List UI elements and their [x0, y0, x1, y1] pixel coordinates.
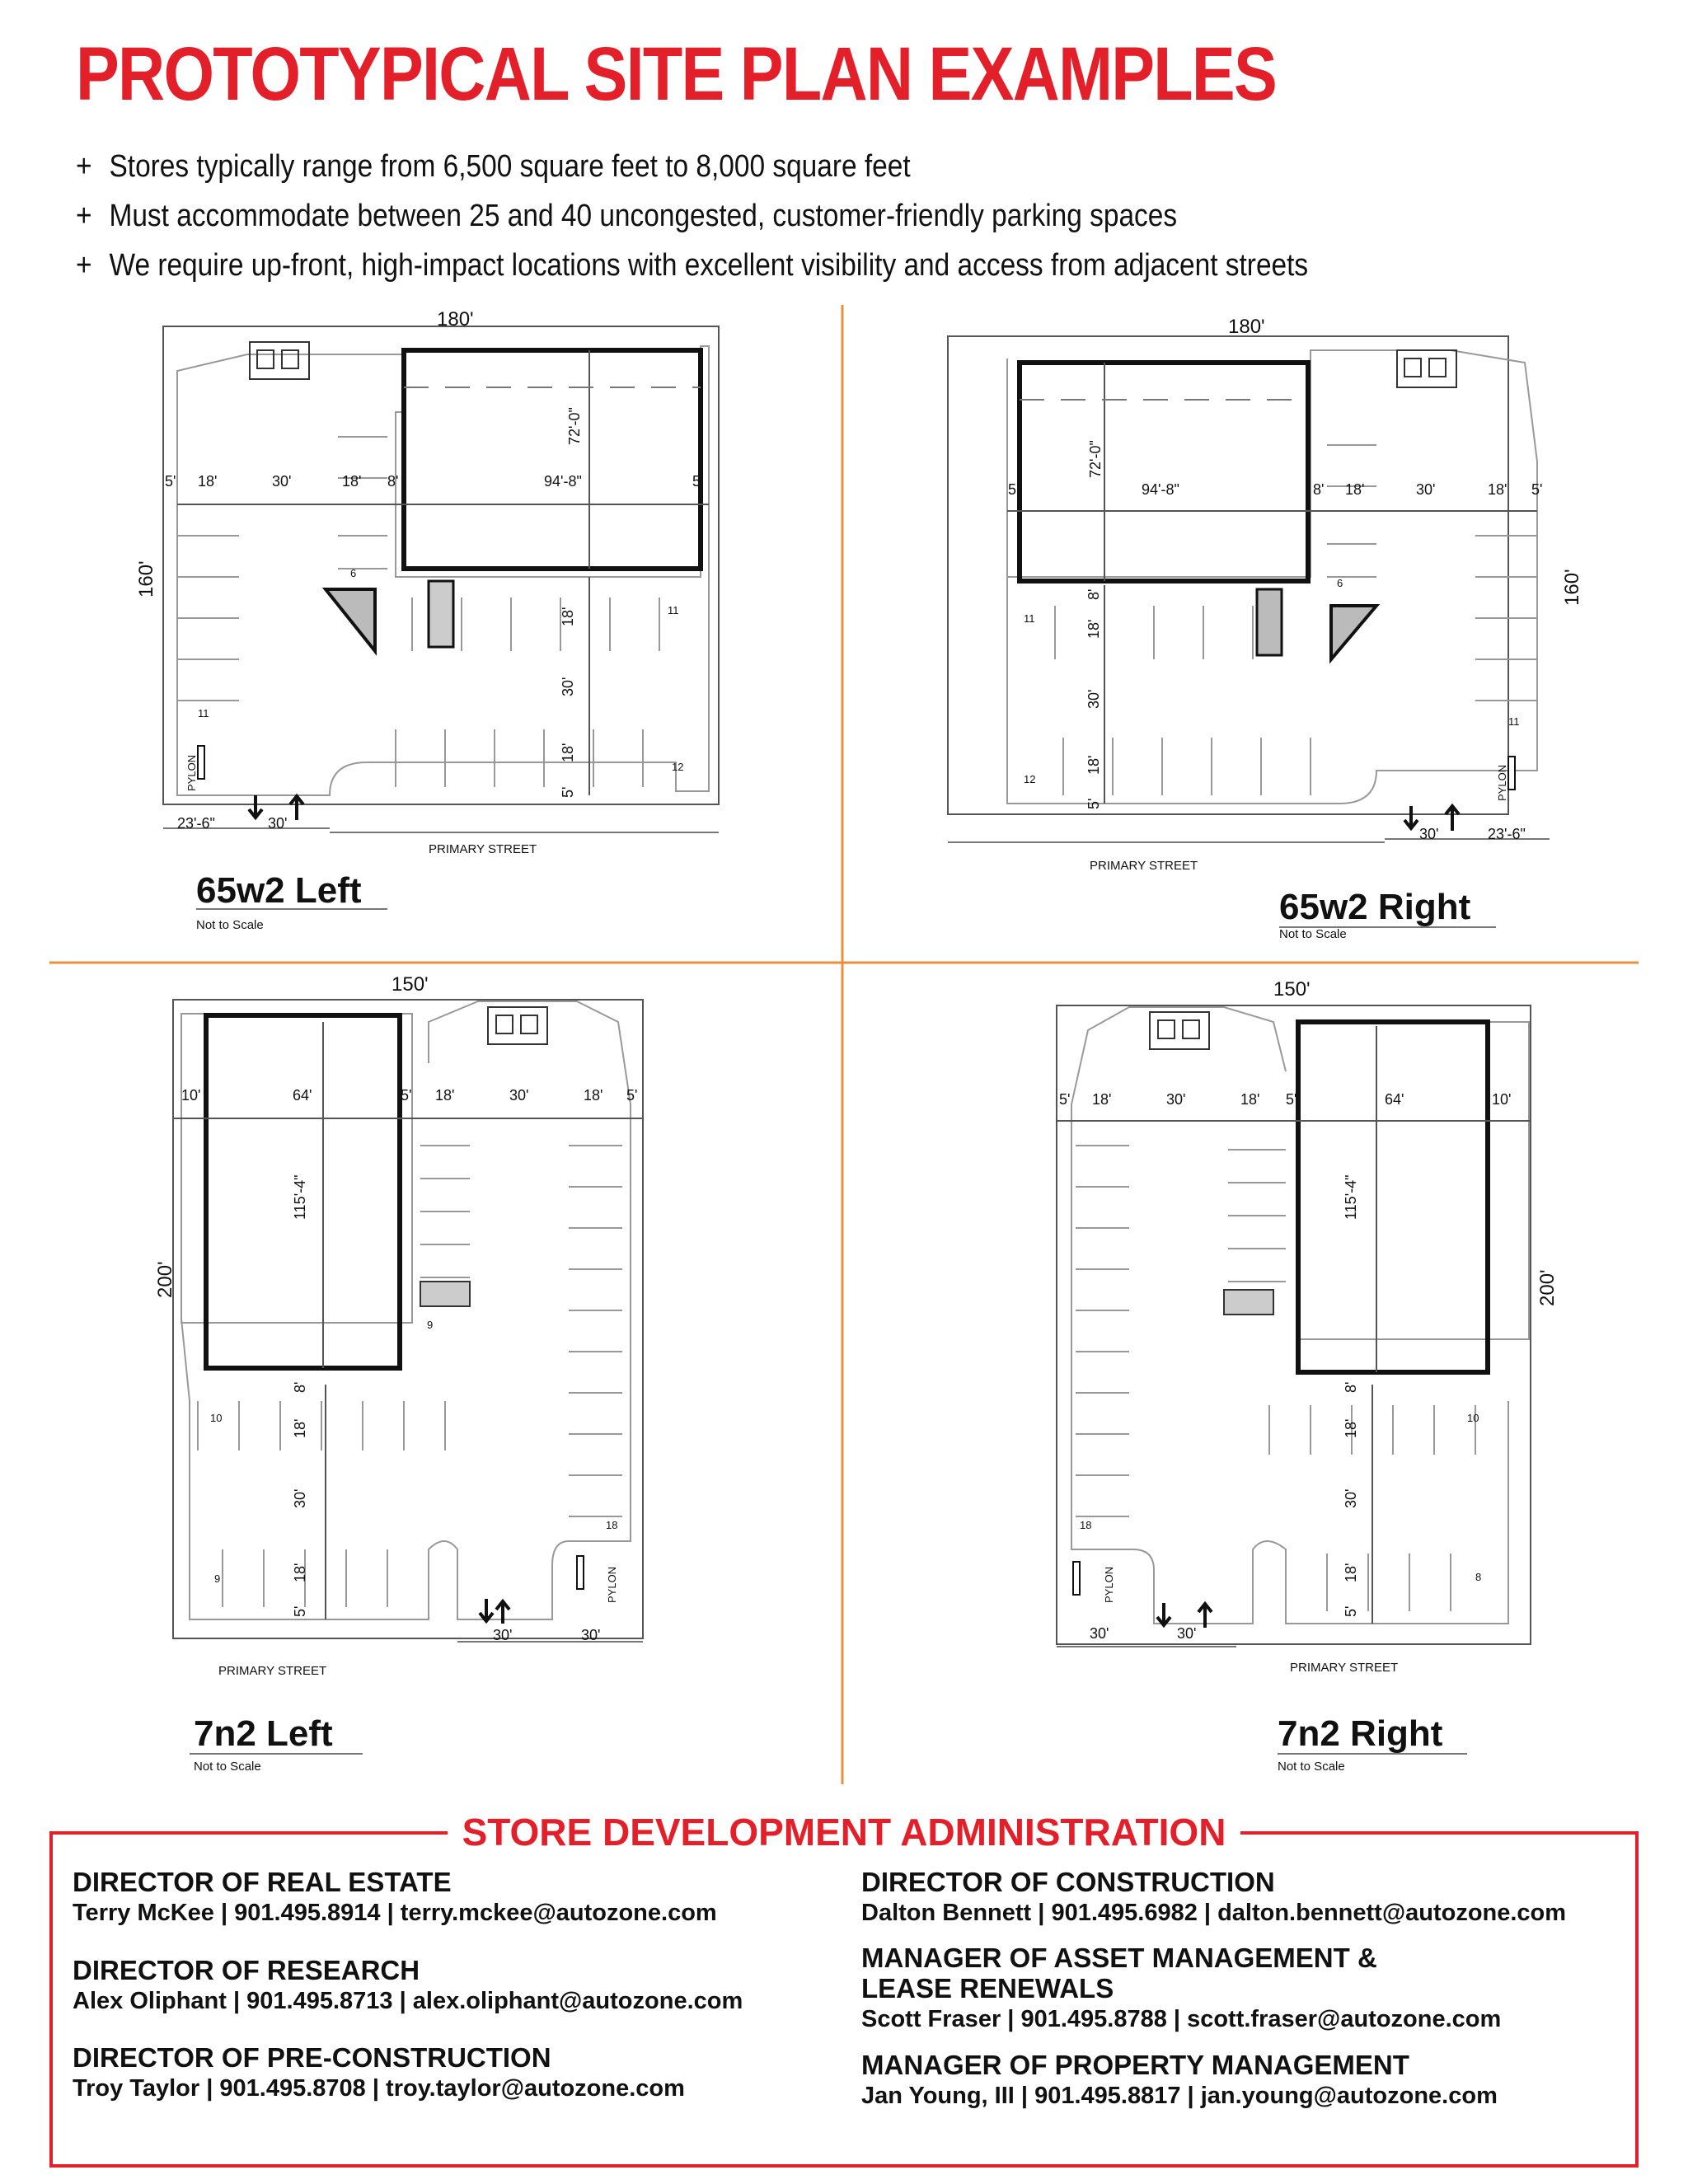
plan-name: 7n2 Right: [1278, 1713, 1443, 1754]
store-building: [1020, 363, 1308, 581]
svg-text:72'-0": 72'-0": [1087, 440, 1104, 478]
plan-depth-label: 160': [135, 560, 157, 598]
svg-text:8': 8': [387, 473, 399, 490]
svg-text:30': 30': [1090, 1625, 1109, 1642]
contact-role: DIRECTOR OF RESEARCH: [73, 1955, 420, 1985]
plan-width-label: 180': [437, 308, 474, 330]
svg-text:18: 18: [1080, 1519, 1092, 1531]
svg-text:9: 9: [214, 1572, 221, 1585]
svg-text:PYLON: PYLON: [185, 754, 198, 791]
svg-text:30': 30': [581, 1627, 601, 1643]
contact-info: Jan Young, III | 901.495.8817 | jan.young@autozone.com: [861, 2083, 1498, 2109]
street-label: PRIMARY STREET: [1090, 859, 1198, 873]
svg-text:18': 18': [560, 743, 576, 762]
svg-text:18': 18': [198, 473, 218, 490]
bullet-item: + We require up-front, high-impact locations with excellent visibility and access from adjacent streets: [76, 241, 1308, 290]
pylon-icon: [1073, 1562, 1080, 1595]
street-label: PRIMARY STREET: [1290, 1661, 1399, 1675]
contact-construction: [861, 1867, 1636, 1927]
svg-text:18': 18': [1343, 1563, 1359, 1582]
svg-text:18: 18: [606, 1519, 618, 1531]
svg-text:23'-6": 23'-6": [177, 815, 215, 832]
svg-text:30': 30': [493, 1627, 513, 1643]
svg-text:11: 11: [1024, 612, 1035, 625]
svg-text:12: 12: [1024, 773, 1036, 785]
plus-icon: +: [76, 248, 92, 283]
contact-info: Dalton Bennett | 901.495.6982 | dalton.bennett@autozone.com: [861, 1900, 1567, 1926]
svg-text:30': 30': [1416, 481, 1436, 498]
svg-text:6: 6: [350, 567, 357, 579]
svg-text:5': 5': [165, 473, 176, 490]
svg-text:8': 8': [1085, 588, 1102, 600]
contact-property-management: [861, 2050, 1636, 2110]
svg-text:18': 18': [1092, 1091, 1112, 1108]
svg-text:10: 10: [1467, 1412, 1479, 1424]
svg-text:30': 30': [1177, 1625, 1197, 1642]
svg-text:10': 10': [1492, 1091, 1512, 1108]
svg-text:30': 30': [1166, 1091, 1186, 1108]
plan-width-label: 150': [1273, 978, 1311, 1001]
contact-role-line2: LEASE RENEWALS: [861, 1973, 1114, 2004]
svg-text:18': 18': [1345, 481, 1365, 498]
svg-text:18': 18': [1240, 1091, 1260, 1108]
svg-text:5': 5': [1531, 481, 1543, 498]
svg-text:11: 11: [198, 707, 209, 719]
scale-note: Not to Scale: [1279, 927, 1347, 941]
svg-text:8': 8': [1343, 1381, 1359, 1393]
svg-text:8': 8': [1313, 481, 1325, 498]
contact-role: DIRECTOR OF PRE-CONSTRUCTION: [73, 2042, 551, 2073]
svg-text:11: 11: [668, 604, 679, 616]
dumpster-icon: [1397, 350, 1456, 387]
svg-text:30': 30': [292, 1488, 308, 1508]
plus-icon: +: [76, 149, 92, 184]
entry-arrow-icon: [1157, 1603, 1170, 1625]
plan-width-label: 150': [392, 973, 429, 996]
svg-text:30': 30': [1343, 1488, 1359, 1508]
pylon-icon: [1508, 757, 1515, 790]
svg-text:5': 5': [1343, 1605, 1359, 1617]
svg-text:8': 8': [292, 1381, 308, 1393]
plan-name: 65w2 Right: [1279, 887, 1471, 927]
dumpster-icon: [250, 342, 309, 379]
svg-text:8: 8: [1475, 1571, 1482, 1583]
contact-info: Terry McKee | 901.495.8914 | terry.mckee@autozone.com: [73, 1900, 717, 1926]
contact-info: Troy Taylor | 901.495.8708 | troy.taylor@autozone.com: [73, 2075, 685, 2102]
bullet-item: + Stores typically range from 6,500 square feet to 8,000 square feet: [76, 142, 1308, 191]
contact-role: MANAGER OF PROPERTY MANAGEMENT: [861, 2050, 1409, 2080]
contact-real-estate: [73, 1867, 847, 1927]
contact-role: DIRECTOR OF REAL ESTATE: [73, 1867, 452, 1897]
svg-text:30': 30': [268, 815, 288, 832]
plan-7n2-left: [154, 973, 643, 1774]
svg-text:94'-8": 94'-8": [544, 473, 582, 490]
svg-text:10: 10: [210, 1412, 223, 1424]
svg-text:18': 18': [292, 1418, 308, 1438]
plan-65w2-right: [948, 316, 1583, 941]
svg-text:64': 64': [1385, 1091, 1404, 1108]
exit-arrow-icon: [290, 796, 303, 820]
svg-text:18': 18': [1085, 755, 1102, 775]
svg-text:PYLON: PYLON: [1103, 1566, 1115, 1603]
svg-text:18': 18': [1343, 1418, 1359, 1438]
svg-text:18': 18': [292, 1563, 308, 1582]
svg-text:30': 30': [1085, 689, 1102, 709]
plus-icon: +: [76, 199, 92, 233]
admin-title: STORE DEVELOPMENT ADMINISTRATION: [0, 1810, 1688, 1854]
bullet-item: + Must accommodate between 25 and 40 uncongested, customer-friendly parking spaces: [76, 191, 1308, 241]
exit-arrow-icon: [1446, 806, 1459, 831]
svg-text:18': 18': [342, 473, 362, 490]
contact-pre-construction: [73, 2042, 847, 2102]
entry-arrow-icon: [480, 1599, 493, 1621]
plan-65w2-left: [135, 308, 719, 932]
plan-name: 7n2 Left: [194, 1713, 333, 1754]
svg-text:PYLON: PYLON: [606, 1566, 618, 1603]
svg-text:PYLON: PYLON: [1496, 764, 1508, 801]
svg-text:11: 11: [1508, 715, 1520, 728]
svg-text:18': 18': [584, 1087, 603, 1104]
plan-depth-label: 200': [1536, 1269, 1559, 1306]
contact-info: Scott Fraser | 901.495.8788 | scott.fraser@autozone.com: [861, 2006, 1502, 2032]
scale-note: Not to Scale: [194, 1760, 261, 1774]
pylon-icon: [577, 1556, 584, 1589]
svg-text:23'-6": 23'-6": [1488, 826, 1526, 842]
page-title: PROTOTYPICAL SITE PLAN EXAMPLES: [76, 32, 1277, 116]
svg-text:5': 5': [1059, 1091, 1071, 1108]
entry-arrow-icon: [249, 795, 262, 818]
svg-text:18': 18': [1085, 619, 1102, 639]
plan-7n2-right: [1057, 978, 1559, 1774]
svg-text:5': 5': [692, 473, 704, 490]
svg-text:64': 64': [293, 1087, 312, 1104]
svg-text:10': 10': [181, 1087, 201, 1104]
store-building: [404, 350, 704, 569]
svg-text:30': 30': [509, 1087, 529, 1104]
svg-text:18': 18': [560, 607, 576, 626]
svg-text:5': 5': [1008, 481, 1020, 498]
svg-text:5': 5': [1286, 1091, 1297, 1108]
svg-text:18': 18': [435, 1087, 455, 1104]
svg-text:18': 18': [1488, 481, 1507, 498]
svg-text:5': 5': [1085, 798, 1102, 809]
street-label: PRIMARY STREET: [429, 842, 537, 856]
plan-depth-label: 160': [1561, 569, 1583, 606]
svg-text:12: 12: [672, 761, 684, 773]
plan-depth-label: 200': [154, 1261, 176, 1298]
scale-note: Not to Scale: [196, 918, 264, 932]
contact-role: MANAGER OF ASSET MANAGEMENT &: [861, 1943, 1377, 1973]
contact-role: DIRECTOR OF CONSTRUCTION: [861, 1867, 1275, 1897]
plan-name: 65w2 Left: [196, 870, 362, 911]
svg-text:115'-4": 115'-4": [292, 1174, 308, 1220]
street-label: PRIMARY STREET: [218, 1664, 327, 1678]
svg-text:94'-8": 94'-8": [1142, 481, 1179, 498]
pylon-icon: [198, 746, 204, 779]
svg-text:30': 30': [272, 473, 292, 490]
svg-text:5': 5': [560, 786, 576, 798]
contact-info: Alex Oliphant | 901.495.8713 | alex.oliphant@autozone.com: [73, 1988, 743, 2014]
store-building: [1298, 1022, 1488, 1372]
svg-text:5': 5': [626, 1087, 638, 1104]
contact-research: [73, 1955, 847, 2015]
scale-note: Not to Scale: [1278, 1760, 1345, 1774]
contact-asset-management: [861, 1943, 1636, 2033]
svg-text:72'-0": 72'-0": [566, 407, 583, 445]
svg-text:6: 6: [1337, 577, 1343, 589]
svg-text:30': 30': [1419, 826, 1439, 842]
plan-width-label: 180': [1228, 316, 1265, 338]
svg-text:5': 5': [401, 1087, 412, 1104]
svg-text:5': 5': [292, 1605, 308, 1617]
svg-text:115'-4": 115'-4": [1343, 1174, 1359, 1220]
svg-text:30': 30': [560, 677, 576, 696]
entry-arrow-icon: [1404, 806, 1418, 828]
svg-text:9: 9: [427, 1319, 434, 1331]
